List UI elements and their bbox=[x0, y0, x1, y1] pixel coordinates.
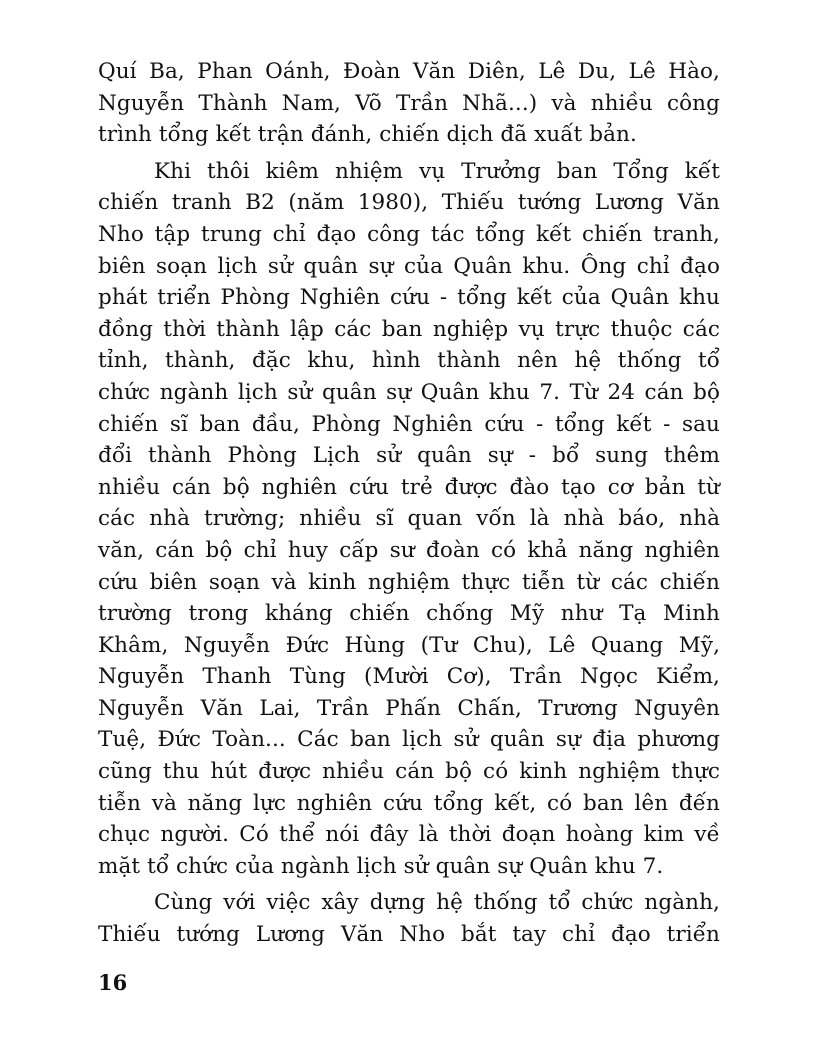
text-line: Tuệ, Đức Toàn... Các ban lịch sử quân sự địa phương bbox=[98, 727, 720, 753]
text-line: Nho tập trung chỉ đạo công tác tổng kết chiến tranh, bbox=[98, 221, 720, 247]
text-line: đồng thời thành lập các ban nghiệp vụ trực thuộc các bbox=[98, 316, 720, 342]
paragraph bbox=[98, 887, 720, 950]
text-line: chục người. Có thể nói đây là thời đoạn hoàng kim về bbox=[98, 822, 720, 848]
text-line: Khâm, Nguyễn Đức Hùng (Tư Chu), Lê Quang Mỹ, bbox=[98, 632, 720, 658]
text-line: cũng thu hút được nhiều cán bộ có kinh nghiệm thực bbox=[98, 759, 720, 785]
text-line: trình tổng kết trận đánh, chiến dịch đã xuất bản. bbox=[98, 122, 637, 148]
text-line: nhiều cán bộ nghiên cứu trẻ được đào tạo cơ bản từ bbox=[98, 474, 720, 500]
text-line: Nguyễn Thanh Tùng (Mười Cơ), Trần Ngọc Kiểm, bbox=[98, 664, 720, 690]
text-line: Khi thôi kiêm nhiệm vụ Trưởng ban Tổng kết bbox=[154, 158, 720, 184]
page-body bbox=[98, 56, 720, 951]
text-line: Quí Ba, Phan Oánh, Đoàn Văn Diên, Lê Du, Lê Hào, bbox=[98, 59, 720, 84]
paragraph bbox=[98, 56, 720, 151]
text-line: chiến tranh B2 (năm 1980), Thiếu tướng Lương Văn bbox=[98, 190, 720, 216]
text-line: tiễn và năng lực nghiên cứu tổng kết, có ban lên đến bbox=[98, 790, 720, 816]
paragraph bbox=[98, 156, 720, 883]
text-line: phát triển Phòng Nghiên cứu - tổng kết của Quân khu bbox=[98, 285, 720, 311]
text-line: chiến sĩ ban đầu, Phòng Nghiên cứu - tổng kết - sau bbox=[98, 411, 720, 437]
text-line: chức ngành lịch sử quân sự Quân khu 7. Từ 24 cán bộ bbox=[98, 379, 720, 405]
text-line: đổi thành Phòng Lịch sử quân sự - bổ sung thêm bbox=[98, 443, 720, 469]
text-line: Cùng với việc xây dựng hệ thống tổ chức ngành, bbox=[154, 890, 720, 916]
text-line: Thiếu tướng Lương Văn Nho bắt tay chỉ đạo triển bbox=[98, 922, 720, 948]
page-number: 16 bbox=[98, 970, 128, 995]
text-line: mặt tổ chức của ngành lịch sử quân sự Quân khu 7. bbox=[98, 853, 664, 879]
text-line: các nhà trường; nhiều sĩ quan vốn là nhà báo, nhà bbox=[98, 506, 720, 532]
text-line: Nguyễn Văn Lai, Trần Phấn Chấn, Trương Nguyên bbox=[98, 695, 720, 721]
text-line: trường trong kháng chiến chống Mỹ như Tạ Minh bbox=[98, 601, 720, 627]
text-line: tỉnh, thành, đặc khu, hình thành nên hệ thống tổ bbox=[98, 348, 720, 374]
text-line: văn, cán bộ chỉ huy cấp sư đoàn có khả năng nghiên bbox=[98, 537, 720, 563]
text-line: cứu biên soạn và kinh nghiệm thực tiễn từ các chiến bbox=[98, 569, 720, 595]
text-line: Nguyễn Thành Nam, Võ Trần Nhã...) và nhiều công bbox=[98, 90, 720, 116]
text-line: biên soạn lịch sử quân sự của Quân khu. Ông chỉ đạo bbox=[98, 253, 720, 279]
